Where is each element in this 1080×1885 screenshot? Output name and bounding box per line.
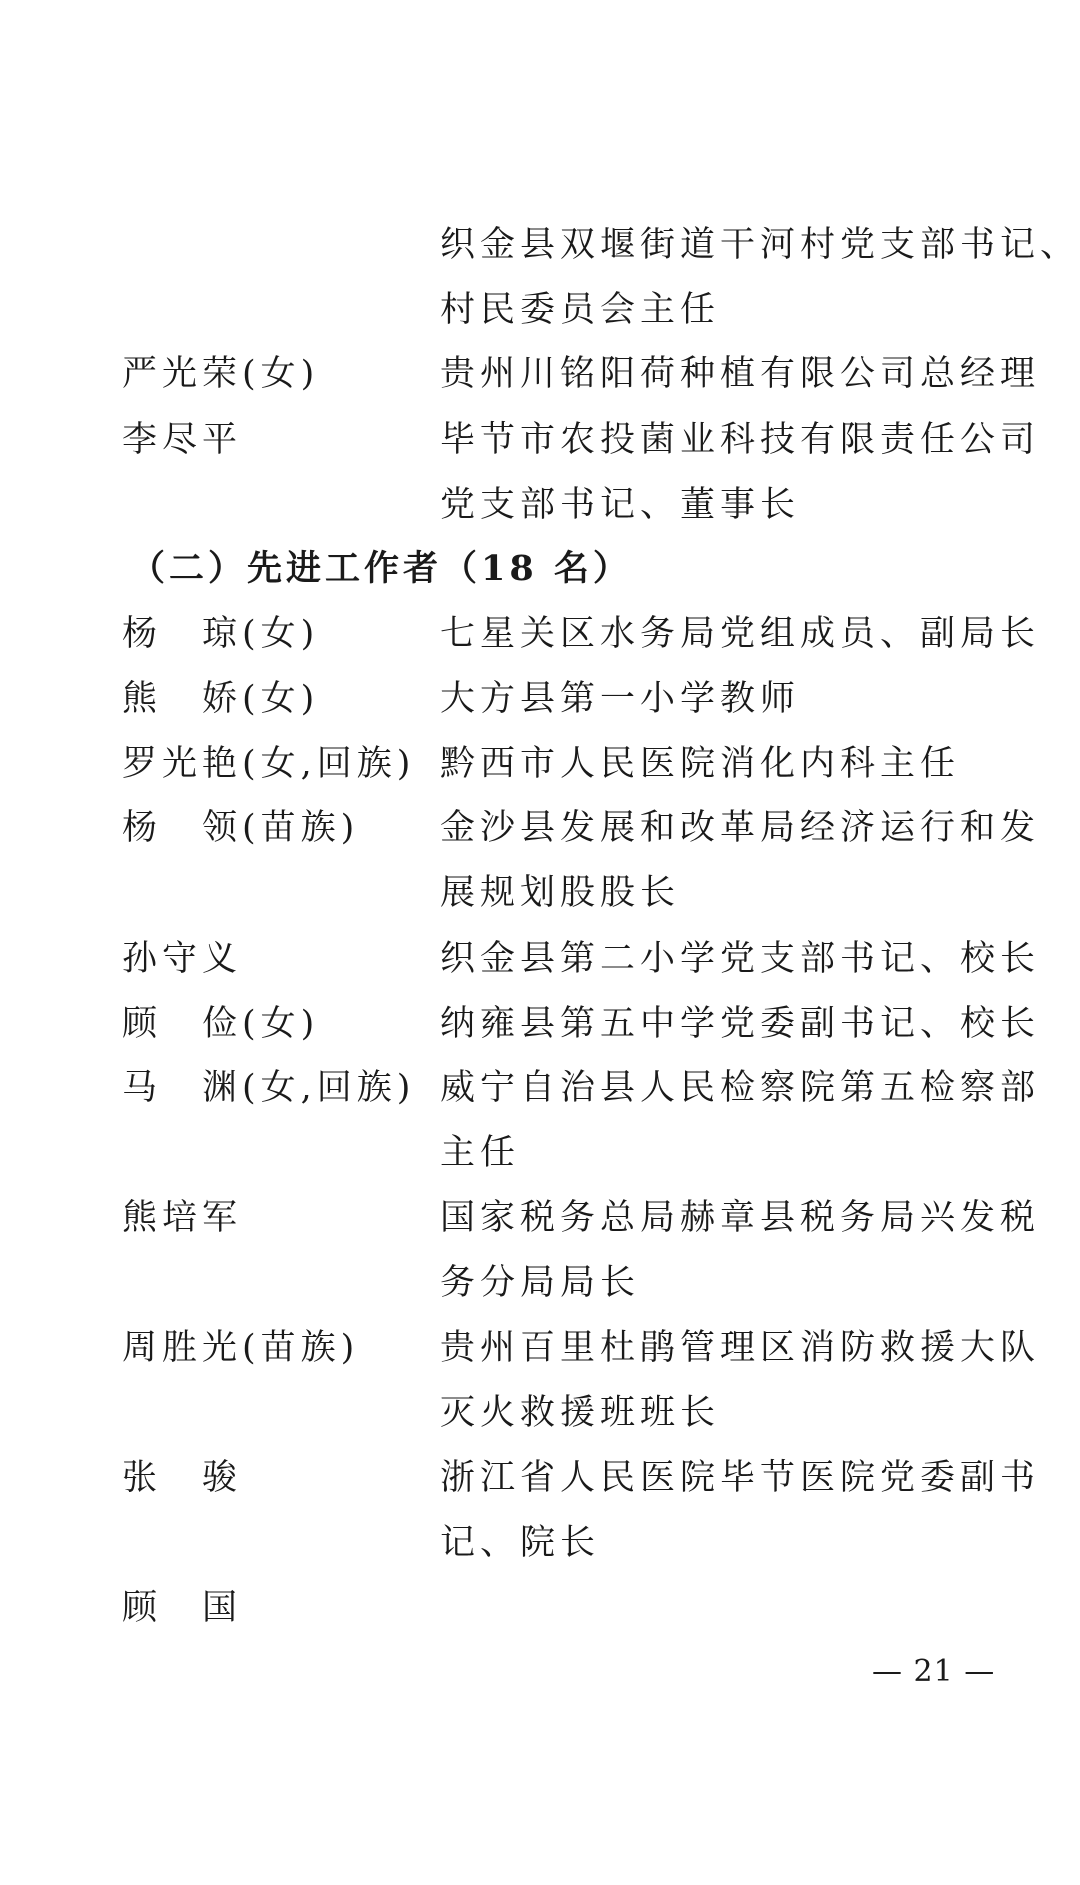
entry-title-line: 黔西市人民医院消化内科主任 [440,744,961,784]
entry-title-line: 大方县第一小学教师 [440,679,801,719]
entry-title-line: 贵州川铭阳荷种植有限公司总经理 [440,354,1041,394]
entry-name: 熊 娇(女) [122,679,320,719]
entry-title-line: 国家税务总局赫章县税务局兴发税 [440,1198,1041,1238]
entry-title-line: 记、院长 [440,1523,601,1563]
entry-name: 孙守义 [122,939,243,979]
entry-title-line: 毕节市农投菌业科技有限责任公司 [440,420,1041,460]
entry-name: 顾 俭(女) [122,1004,320,1044]
entry-title-line: 织金县第二小学党支部书记、校长 [440,939,1041,979]
entry-title-line: 织金县双堰街道干河村党支部书记、 [440,225,1080,265]
entry-name: 张 骏 [122,1458,243,1498]
entry-title-line: 主任 [440,1133,521,1173]
entry-name: 马 渊(女,回族) [122,1068,416,1108]
entry-title-line: 浙江省人民医院毕节医院党委副书 [440,1458,1041,1498]
entry-name: 李尽平 [122,420,243,460]
section-heading: （二）先进工作者（18 名） [130,548,632,589]
entry-title-line: 七星关区水务局党组成员、副局长 [440,614,1041,654]
entry-title-line: 务分局局长 [440,1263,641,1303]
entry-name: 熊培军 [122,1198,243,1238]
entry-title-line: 贵州百里杜鹃管理区消防救援大队 [440,1328,1041,1368]
entry-title-line: 威宁自治县人民检察院第五检察部 [440,1068,1041,1108]
entry-title-line: 展规划股股长 [440,873,681,913]
entry-title-line: 金沙县发展和改革局经济运行和发 [440,808,1041,848]
entry-title-line: 村民委员会主任 [440,290,721,330]
entry-name: 顾 国 [122,1588,243,1628]
entry-name: 严光荣(女) [122,354,320,394]
entry-title-line: 灭火救援班班长 [440,1393,721,1433]
entry-name: 罗光艳(女,回族) [122,744,416,784]
entry-name: 周胜光(苗族) [122,1328,360,1368]
page-number: — 21 — [872,1654,996,1689]
entry-title-line: 纳雍县第五中学党委副书记、校长 [440,1004,1041,1044]
entry-title-line: 党支部书记、董事长 [440,485,801,525]
entry-name: 杨 琼(女) [122,614,320,654]
entry-name: 杨 领(苗族) [122,808,360,848]
